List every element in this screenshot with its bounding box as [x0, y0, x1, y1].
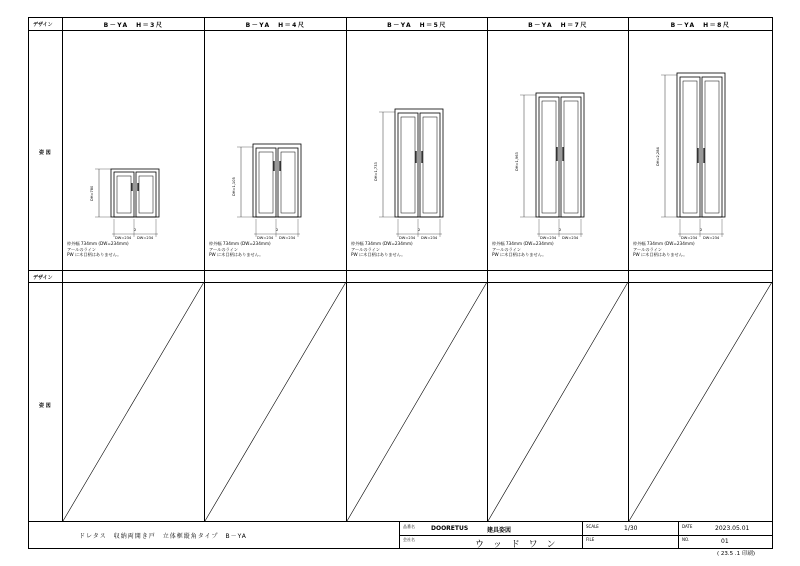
- gap-label-1: 2: [134, 228, 137, 232]
- file-label: FILE: [586, 537, 595, 542]
- date-label: DATE: [682, 524, 693, 529]
- dh-label-3: DH=1,733: [374, 162, 378, 181]
- column-header-1: B－YA H＝3尺: [103, 21, 164, 29]
- model-name: DOORETUS: [431, 525, 469, 532]
- door-elevation-1: [63, 31, 204, 270]
- dw-left-label-4: DW=234: [540, 236, 557, 240]
- dw-left-label-5: DW=234: [681, 236, 698, 240]
- gap-label-2: 2: [276, 228, 279, 232]
- gap-label-5: 2: [700, 228, 703, 232]
- note-line: 枠外幅 734mm (DW=234mm): [351, 241, 413, 246]
- notes-col-4: [492, 241, 554, 258]
- print-note: ( 23.5 .1 印刷): [717, 551, 756, 557]
- note-line: 枠外幅 734mm (DW=234mm): [492, 241, 554, 246]
- notes-col-5: [633, 241, 695, 258]
- dw-right-label-3: DW=234: [421, 236, 438, 240]
- note-line: アールのライン: [633, 246, 662, 252]
- notes-col-3: [351, 241, 413, 258]
- scale-label: SCALE: [586, 524, 599, 529]
- dh-label-4: DH=1,963: [515, 152, 519, 171]
- scale-value: 1/30: [624, 525, 638, 532]
- dw-left-label-1: DW=234: [115, 236, 132, 240]
- note-line: 枠外幅 734mm (DW=234mm): [633, 241, 695, 246]
- column-header-2: B－YA H＝4尺: [245, 21, 306, 29]
- row-label-elevation-bottom: 姿 図: [39, 403, 51, 409]
- no-value: 01: [721, 538, 729, 545]
- note-line: アールのライン: [492, 246, 521, 252]
- row-label-elevation-top: 姿 図: [39, 150, 51, 156]
- note-line: PW に木目柄はありません。: [209, 252, 264, 258]
- door-elevation-2: [205, 31, 346, 270]
- row-label-design-bottom: デザイン: [33, 275, 53, 281]
- note-line: 枠外幅 734mm (DW=234mm): [209, 241, 271, 246]
- company-label: 会社名: [403, 537, 415, 542]
- row-label-design-top: デザイン: [33, 22, 53, 28]
- note-line: PW に木目柄はありません。: [633, 252, 688, 258]
- note-line: 枠外幅 734mm (DW=234mm): [67, 241, 129, 246]
- notes-col-1: [67, 241, 129, 258]
- notes-col-2: [209, 241, 271, 258]
- drawing-sheet: [28, 17, 773, 549]
- column-header-4: B－YA H＝7尺: [528, 21, 588, 29]
- drawing-title: ドレタス 収納両開き戸 立体框縦角タイプ B－YA: [79, 533, 247, 540]
- column-header-3: B－YA H＝5尺: [387, 21, 447, 29]
- column-header-5: B－YA H＝8尺: [670, 21, 731, 29]
- date-value: 2023.05.01: [715, 525, 750, 532]
- note-line: PW に木目柄はありません。: [492, 252, 547, 258]
- dw-left-label-2: DW=234: [257, 236, 274, 240]
- note-line: アールのライン: [209, 246, 238, 252]
- dh-label-1: DH=780: [90, 185, 94, 201]
- door-elevation-3: [347, 31, 487, 270]
- note-line: アールのライン: [351, 246, 380, 252]
- dw-right-label-2: DW=234: [279, 236, 296, 240]
- note-line: PW に木目柄はありません。: [67, 252, 122, 258]
- dw-left-label-3: DW=234: [399, 236, 416, 240]
- dh-label-5: DH=2,284: [656, 147, 660, 166]
- gap-label-4: 2: [559, 228, 562, 232]
- title-block: [29, 522, 772, 548]
- dw-right-label-1: DW=234: [137, 236, 154, 240]
- no-label: NO.: [682, 537, 690, 542]
- note-line: アールのライン: [67, 246, 96, 252]
- dw-right-label-5: DW=234: [703, 236, 720, 240]
- dw-right-label-4: DW=234: [562, 236, 579, 240]
- empty-row-diagonals: [29, 282, 772, 521]
- dh-label-2: DH=1,105: [232, 177, 236, 196]
- gap-label-3: 2: [418, 228, 421, 232]
- drawing-type: 建具姿図: [487, 527, 512, 534]
- door-elevation-5: [629, 31, 772, 270]
- note-line: PW に木目柄はありません。: [351, 252, 406, 258]
- door-elevation-4: [488, 31, 628, 270]
- model-label: 品番名: [403, 524, 415, 529]
- company-name: ウ ッ ド ワ ン: [475, 540, 559, 550]
